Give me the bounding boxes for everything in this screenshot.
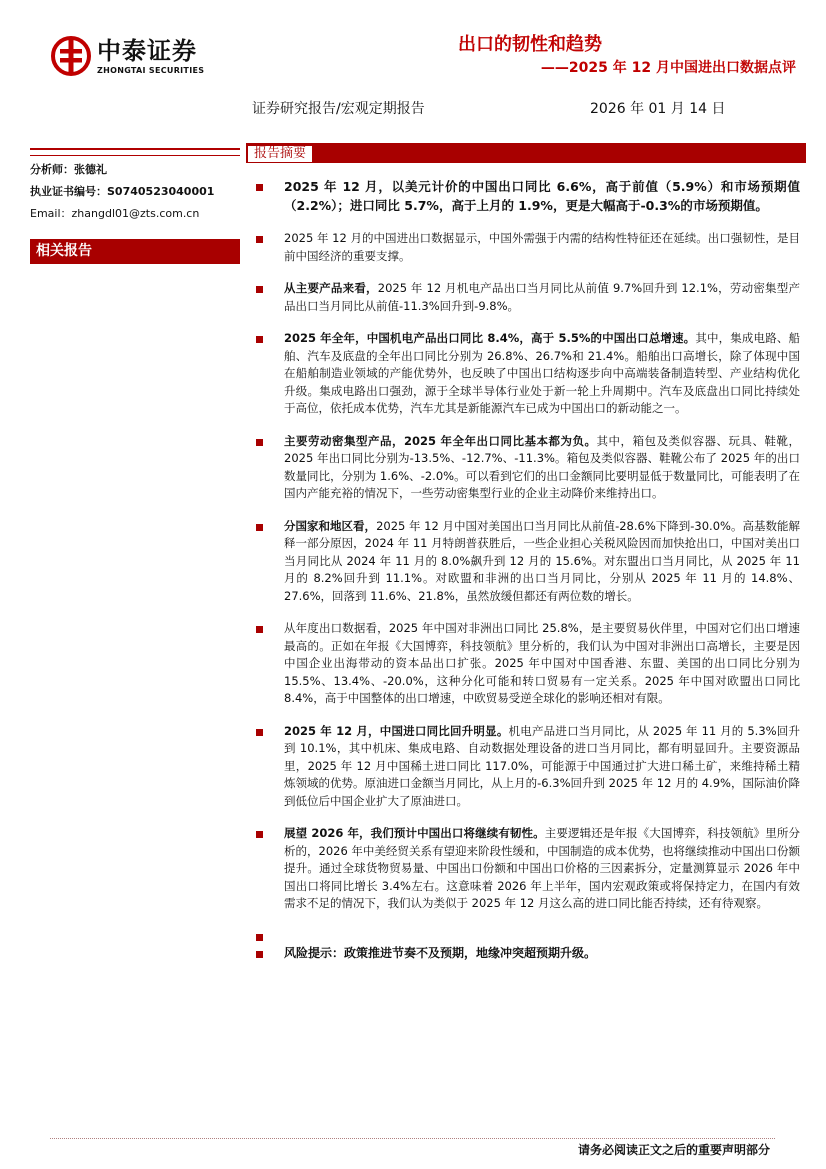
bullet-square-icon [256, 934, 263, 941]
report-date: 2026 年 01 月 14 日 [590, 101, 726, 117]
bullet-square-icon [256, 439, 263, 446]
analyst-line [30, 163, 240, 177]
summary-content [256, 178, 800, 977]
bullet-paragraph [256, 825, 800, 913]
bullet-paragraph [256, 433, 800, 503]
report-title: 出口的韧性和趋势 [458, 34, 602, 55]
bullet-square-icon [256, 184, 263, 191]
paragraph-body: 机电产品进口当月同比，从 2025 年 11 月的 5.3%回升到 10.1%，其中机床、集成电路、自动数据处理设备的进口当月同比，都有明显回升。主要资源品里，2025 年 12 月中国稀土进口同比 117.0%，可能源于中国通过扩大进口稀土矿，来维持稀土精炼领域的优势。原油进口金额当月同比，从上月的-6.3%回升到 2025 年 12 月的 4.9%，国际油价降到低位后中国企业扩大了原油进口。 [284, 723, 800, 808]
bullet-square-icon [256, 729, 263, 736]
paragraph-body: 2025 年 12 月机电产品出口当月同比从前值 9.7%回升到 12.1%，劳动密集型产品出口当月同比从前值-11.3%回升到-9.8%。 [284, 281, 800, 313]
related-reports-heading: 相关报告 [30, 239, 240, 264]
bullet-square-icon [256, 951, 263, 958]
paragraph-lead: 从主要产品来看， [284, 281, 378, 295]
summary-bar [246, 143, 806, 163]
paragraph-text [284, 178, 800, 215]
bullet-square-icon [256, 236, 263, 243]
bullet-square-icon [256, 831, 263, 838]
bullet-paragraph [256, 178, 800, 215]
paragraph-text [284, 330, 800, 418]
footer-disclaimer: 请务必阅读正文之后的重要声明部分 [577, 1143, 770, 1157]
footer-divider [50, 1138, 775, 1139]
paragraph-lead: 2025 年全年，中国机电产品出口同比 8.4%，高于 5.5%的中国出口总增速。 [284, 331, 696, 345]
bullet-paragraph-empty [256, 928, 800, 941]
analyst-label: 分析师： [30, 163, 74, 176]
bullet-paragraph [256, 280, 800, 315]
paragraph-text [284, 928, 800, 940]
email-line [30, 207, 240, 221]
summary-label: 报告摘要 [248, 145, 313, 163]
bullet-paragraph [256, 620, 800, 708]
risk-warning [256, 945, 800, 963]
bullet-square-icon [256, 626, 263, 633]
brand-name-en: ZHONGTAI SECURITIES [97, 66, 205, 75]
report-subtitle: ——2025 年 12 月中国进出口数据点评 [540, 60, 796, 76]
paragraph-lead: 主要劳动密集型产品，2025 年全年出口同比基本都为负。 [284, 433, 597, 448]
email-link[interactable]: zhangdl01@zts.com.cn [71, 207, 200, 220]
bullet-square-icon [256, 286, 263, 293]
paragraph-text [284, 280, 800, 315]
paragraph-body: 其中，箱包及类似容器、玩具、鞋靴，2025 年出口同比分别为-13.5%、-12.7%、-11.3%。箱包及类似容器、鞋靴公布了 2025 年的出口数量同比，分别为 1.6%、-2.0%。可以看到它们的出口金额同比要明显低于数量同比，可能表明了在国内产能充裕的情况下，一些劳动密集型行业的企业主动降价来维持出口。 [284, 433, 800, 500]
paragraph-lead: 分国家和地区看， [284, 518, 377, 533]
paragraph-lead: 2025 年 12 月，以美元计价的中国出口同比 6.6%，高于前值（5.9%）和市场预期值（2.2%）；进口同比 5.7%，高于上月的 1.9%，更是大幅高于-0.3%的市场预期值。 [284, 179, 800, 213]
zhongtai-logo-icon [51, 36, 91, 76]
bullet-paragraph [256, 230, 800, 265]
paragraph-text [284, 825, 800, 913]
bullet-square-icon [256, 336, 263, 343]
paragraph-body: 主要逻辑还是年报《大国博弈，科技领航》里所分析的，2026 年中美经贸关系有望迎来阶段性缓和，中国制造的成本优势，也将继续推动中国出口份额提升。通过全球货物贸易量、中国出口份额和中国出口价格的三因素拆分，定量测算显示 2026 年中国出口将同比增长 3.4%左右。这意味着 2026 年上半年，国内宏观政策或将保持定力，在国内有效需求不足的情况下，我们认为类似于 2025 年 12 月这么高的进口同比能否持续，还有待观察。 [284, 826, 801, 910]
brand-name-cn: 中泰证券 [97, 37, 197, 65]
cert-number: S0740523040001 [107, 185, 215, 198]
report-type: 证券研究报告/宏观定期报告 [252, 101, 425, 117]
paragraph-text [284, 433, 800, 503]
paragraph-lead: 展望 2026 年，我们预计中国出口将继续有韧性。 [284, 826, 545, 840]
email-label: Email： [30, 207, 72, 220]
paragraph-text [284, 945, 800, 963]
paragraph-text [284, 518, 800, 606]
paragraph-lead: 风险提示：政策推进节奏不及预期，地缘冲突超预期升级。 [284, 945, 597, 960]
analyst-name: 张德礼 [74, 163, 107, 176]
sidebar [30, 148, 240, 264]
bullet-square-icon [256, 524, 263, 531]
cert-line [30, 185, 240, 199]
paragraph-lead: 2025 年 12 月，中国进口同比回升明显。 [284, 723, 509, 738]
paragraph-body: 从年度出口数据看，2025 年中国对非洲出口同比 25.8%，是主要贸易伙伴里，中国对它们出口增速最高的。正如在年报《大国博弈，科技领航》里分析的，我们认为中国对非洲出口高增长，主要是因中国企业出海带动的资本品出口扩张。2025 年中国对中国香港、东盟、美国的出口同比分别为 15.5%、13.4%、-20.0%，这种分化可能和转口贸易有一定关系。2025 年中国对欧盟出口同比 8.4%，高于中国整体的出口增速，中欧贸易受逆全球化的影响还相对有限。 [284, 621, 800, 705]
brand-logo [51, 36, 221, 82]
paragraph-body: 2025 年 12 月中国对美国出口当月同比从前值-28.6%下降到-30.0%。高基数能解释一部分原因，2024 年 11 月特朗普获胜后，一些企业担心关税风险因而加快抢出口，中国对美出口当月同比从 2024 年 11 月的 8.0%飙升到 12 月的 15.6%。对东盟出口当月同比，从 2025 年 11 月的 8.2%回升到 11.1%。对欧盟和非洲的出口当月同比，分别从 2025 年 11 月的 14.8%、27.6%，回落到 11.6%、21.8%，虽然放缓但都还有两位数的增长。 [284, 518, 800, 603]
bullet-paragraph [256, 723, 800, 811]
sidebar-top-rule [30, 148, 240, 156]
cert-label: 执业证书编号： [30, 185, 107, 198]
paragraph-body: 其中，集成电路、船舶、汽车及底盘的全年出口同比分别为 26.8%、26.7%和 21.4%。船舶出口高增长，除了体现中国在船舶制造业领域的产能优势外，也反映了中国出口结构逐步向中高端装备制造转型、产业结构优化升级。集成电路出口强劲，源于全球半导体行业处于新一轮上升周期中。汽车及底盘出口同比持续处于高位，依托成本优势，汽车尤其是新能源汽车已成为中国出口的新动能之一。 [284, 331, 800, 415]
bullet-paragraph [256, 330, 800, 418]
paragraph-text [284, 230, 800, 265]
paragraph-text [284, 723, 800, 811]
paragraph-text [284, 620, 800, 708]
paragraph-body: 2025 年 12 月的中国进出口数据显示，中国外需强于内需的结构性特征还在延续。出口强韧性，是目前中国经济的重要支撑。 [284, 231, 800, 263]
bullet-paragraph [256, 518, 800, 606]
